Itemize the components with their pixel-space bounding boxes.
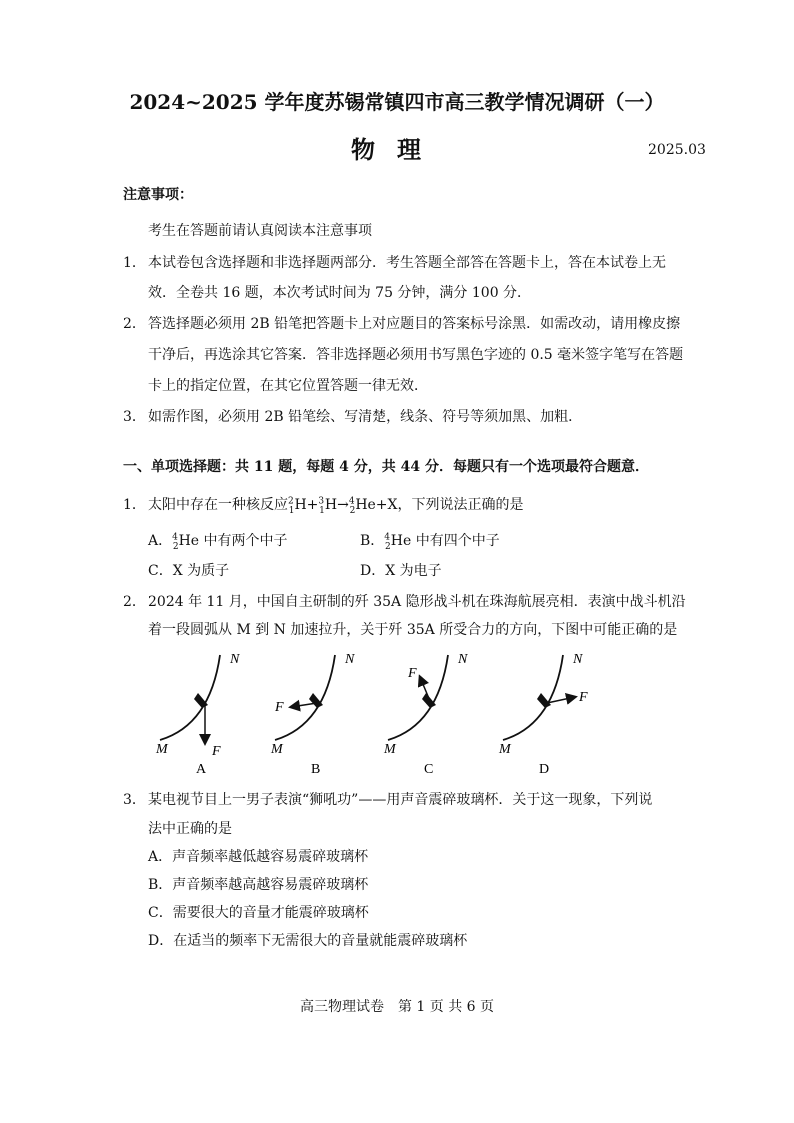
label-m-a: M xyxy=(156,742,168,757)
arc-a xyxy=(160,655,220,740)
label-f-b: F xyxy=(275,700,284,715)
notice-item-2-line-1: 答选择题必须用 2B 铅笔把答题卡上对应题目的答案标号涂黑．如需改动，请用橡皮擦 xyxy=(148,316,681,332)
q3-option-c xyxy=(148,902,369,922)
q2-line-2: 着一段圆弧从 M 到 N 加速拉升，关于歼 35A 所受合力的方向，下图中可能正确的是 xyxy=(148,622,678,638)
exam-date: 2025.03 xyxy=(648,142,706,158)
label-m-d: M xyxy=(499,742,511,757)
label-f-d: F xyxy=(579,690,588,705)
q3-line-2: 法中正确的是 xyxy=(148,821,232,837)
q3-option-b-label: B． xyxy=(148,877,173,893)
q1-stem-prefix: 太阳中存在一种核反应 xyxy=(148,497,288,513)
q1-option-b-text: 中有四个中子 xyxy=(415,533,500,549)
q1-stem-suffix: ，下列说法正确的是 xyxy=(397,497,524,513)
q1-option-a-text: 中有两个中子 xyxy=(203,533,288,549)
q3-option-d xyxy=(148,930,467,950)
q3-option-d-label: D． xyxy=(148,933,174,949)
q3-option-a xyxy=(148,846,368,866)
q1-option-c xyxy=(148,560,229,580)
figure-label-a: A xyxy=(196,762,207,777)
q3-option-c-text: 需要很大的音量才能震碎玻璃杯 xyxy=(172,905,369,921)
figure-b xyxy=(270,652,355,777)
arc-d xyxy=(503,655,563,740)
label-n-a: N xyxy=(230,652,240,667)
exam-title: 2024~2025 学年度苏锡常镇四市高三教学情况调研（一） xyxy=(129,90,665,114)
q1-option-c-label: C． xyxy=(148,563,173,579)
notice-item-2-line-3: 卡上的指定位置，在其它位置答题一律无效． xyxy=(148,378,428,394)
q3-option-b xyxy=(148,874,368,894)
q3-line-1: 某电视节目上一男子表演“狮吼功”——用声音震碎玻璃杯．关于这一现象，下列说 xyxy=(148,792,653,808)
subject-title: 物理 xyxy=(351,135,443,164)
arc-b xyxy=(275,655,335,740)
q1-option-d-text: X 为电子 xyxy=(385,563,442,579)
label-m-c: M xyxy=(384,742,396,757)
label-n-c: N xyxy=(458,652,468,667)
label-m-b: M xyxy=(271,742,283,757)
figure-label-c: C xyxy=(424,762,434,777)
figure-d xyxy=(498,652,588,777)
label-n-b: N xyxy=(345,652,355,667)
notice-item-1-line-2: 效．全卷共 16 题，本次考试时间为 75 分钟，满分 100 分． xyxy=(148,285,532,301)
notice-intro: 考生在答题前请认真阅读本注意事项 xyxy=(148,223,372,239)
label-f-c: F xyxy=(408,666,417,681)
q1-option-d xyxy=(360,560,442,580)
q3-option-d-text: 在适当的频率下无需很大的音量就能震碎玻璃杯 xyxy=(173,933,468,949)
notice-item-2-line-2: 干净后，再选涂其它答案．答非选择题必须用书写黑色字迹的 0.5 毫米签字笔写在答题 xyxy=(148,347,684,363)
q1-option-b-nuclide: $^4_2$He xyxy=(384,532,416,552)
q1-option-d-label: D． xyxy=(360,563,386,579)
q2-number: 2． xyxy=(123,594,146,610)
q1-option-b-label: B． xyxy=(360,533,385,549)
q1-option-a xyxy=(148,530,288,552)
q1-option-b xyxy=(360,530,500,552)
q1-equation: $^2_1$H+$^3_1$H→$^4_2$He+X xyxy=(288,496,398,516)
q3-option-b-text: 声音频率越高越容易震碎玻璃杯 xyxy=(172,877,369,893)
notice-item-3-num: 3． xyxy=(123,409,146,425)
page-footer: 高三物理试卷 第 1 页 共 6 页 xyxy=(299,999,495,1015)
figure-label-d: D xyxy=(539,762,550,777)
notice-item-1-line-1: 本试卷包含选择题和非选择题两部分．考生答题全部答在答题卡上，答在本试卷上无 xyxy=(148,255,666,271)
label-f-a: F xyxy=(212,744,221,759)
q1-option-a-nuclide: $^4_2$He xyxy=(172,532,204,552)
notice-item-1-num: 1． xyxy=(123,255,146,271)
arc-c xyxy=(388,655,448,740)
notice-item-2-num: 2． xyxy=(123,316,146,332)
section-heading: 一、单项选择题：共 11 题，每题 4 分，共 44 分．每题只有一个选项最符合题意． xyxy=(123,459,649,475)
q2-line-1: 2024 年 11 月，中国自主研制的歼 35A 隐形战斗机在珠海航展亮相．表演中战斗机沿 xyxy=(148,594,686,610)
notice-item-3-line-1: 如需作图，必须用 2B 铅笔绘、写清楚，线条、符号等须加黑、加粗． xyxy=(148,409,583,425)
figure-c xyxy=(383,652,468,777)
force-arrow-b xyxy=(291,703,317,707)
q1-option-c-text: X 为质子 xyxy=(172,563,230,579)
notice-heading: 注意事项： xyxy=(123,187,193,203)
q3-option-c-label: C． xyxy=(148,905,173,921)
q2-figures xyxy=(140,645,620,777)
q1-number: 1． xyxy=(123,497,146,513)
q1-option-a-label: A． xyxy=(148,533,173,549)
q1-stem xyxy=(148,494,524,516)
q3-number: 3． xyxy=(123,792,146,808)
figure-label-b: B xyxy=(311,762,321,777)
q3-option-a-label: A． xyxy=(148,849,173,865)
figure-a xyxy=(155,652,240,777)
q3-option-a-text: 声音频率越低越容易震碎玻璃杯 xyxy=(172,849,369,865)
label-n-d: N xyxy=(573,652,583,667)
